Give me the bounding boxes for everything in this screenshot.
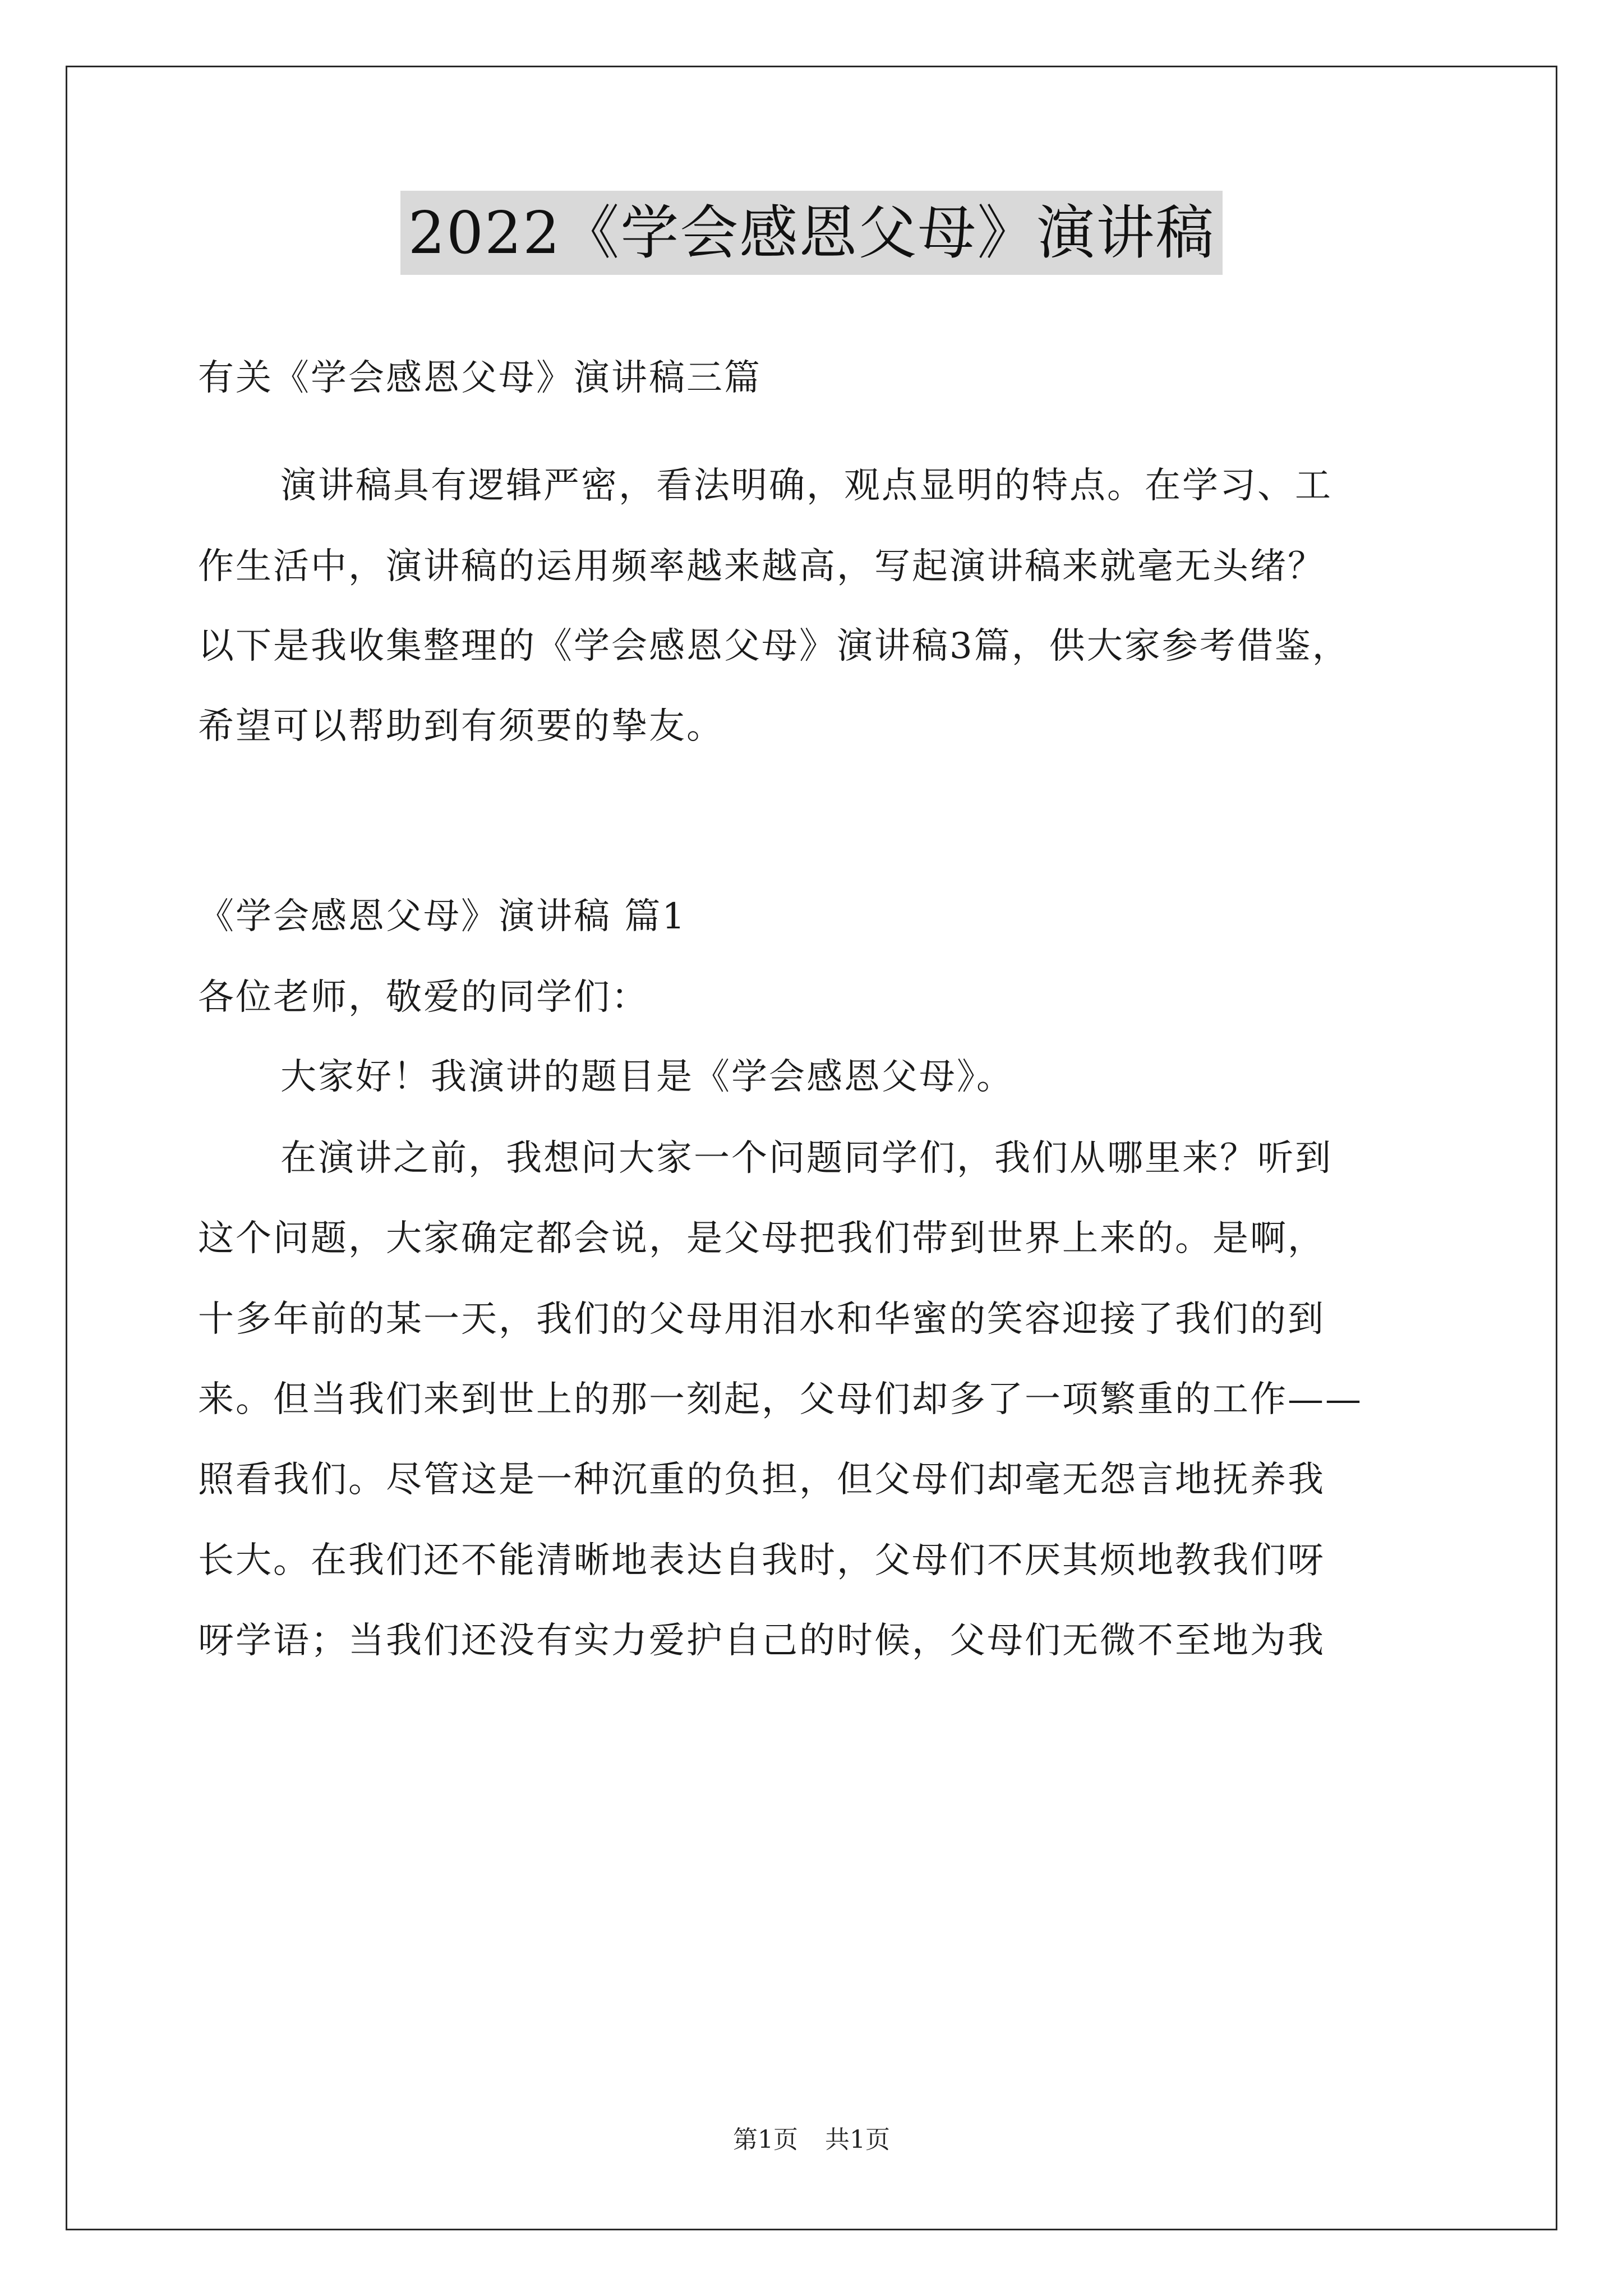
intro-line-2: 作生活中，演讲稿的运用频率越来越高，写起演讲稿来就毫无头绪？ [198, 546, 1325, 587]
body-line-3: 十多年前的某一天，我们的父母用泪水和华蜜的笑容迎接了我们的到 [198, 1299, 1325, 1340]
body-line-2: 这个问题，大家确定都会说，是父母把我们带到世界上来的。是啊， [198, 1218, 1325, 1259]
title-container [0, 191, 1623, 275]
intro-line-4: 希望可以帮助到有须要的挚友。 [198, 706, 724, 747]
document-subtitle: 有关《学会感恩父母》演讲稿三篇 [198, 357, 762, 399]
page-total: 共1页 [825, 2125, 890, 2154]
body-line-1: 在演讲之前，我想问大家一个问题同学们，我们从哪里来？听到 [280, 1138, 1332, 1179]
page-number: 第1页 [733, 2125, 798, 2154]
intro-line-3: 以下是我收集整理的《学会感恩父母》演讲稿3篇，供大家参考借鉴， [198, 625, 1350, 667]
body-line-6: 长大。在我们还不能清晰地表达自我时，父母们不厌其烦地教我们呀 [198, 1540, 1325, 1581]
intro-line-1: 演讲稿具有逻辑严密，看法明确，观点显明的特点。在学习、工 [280, 465, 1332, 507]
body-line-4: 来。但当我们来到世上的那一刻起，父母们却多了一项繁重的工作—— [198, 1379, 1363, 1420]
body-line-7: 呀学语；当我们还没有实力爱护自己的时候，父母们无微不至地为我 [198, 1620, 1325, 1662]
body-line-5: 照看我们。尽管这是一种沉重的负担，但父母们却毫无怨言地抚养我 [198, 1459, 1325, 1501]
salutation: 各位老师，敬爱的同学们： [198, 977, 649, 1018]
page-footer [0, 2123, 1623, 2157]
greeting-line: 大家好！我演讲的题目是《学会感恩父母》。 [280, 1056, 1014, 1098]
section-heading: 《学会感恩父母》演讲稿 篇1 [198, 896, 687, 937]
document-title: 2022《学会感恩父母》演讲稿 [400, 191, 1223, 275]
